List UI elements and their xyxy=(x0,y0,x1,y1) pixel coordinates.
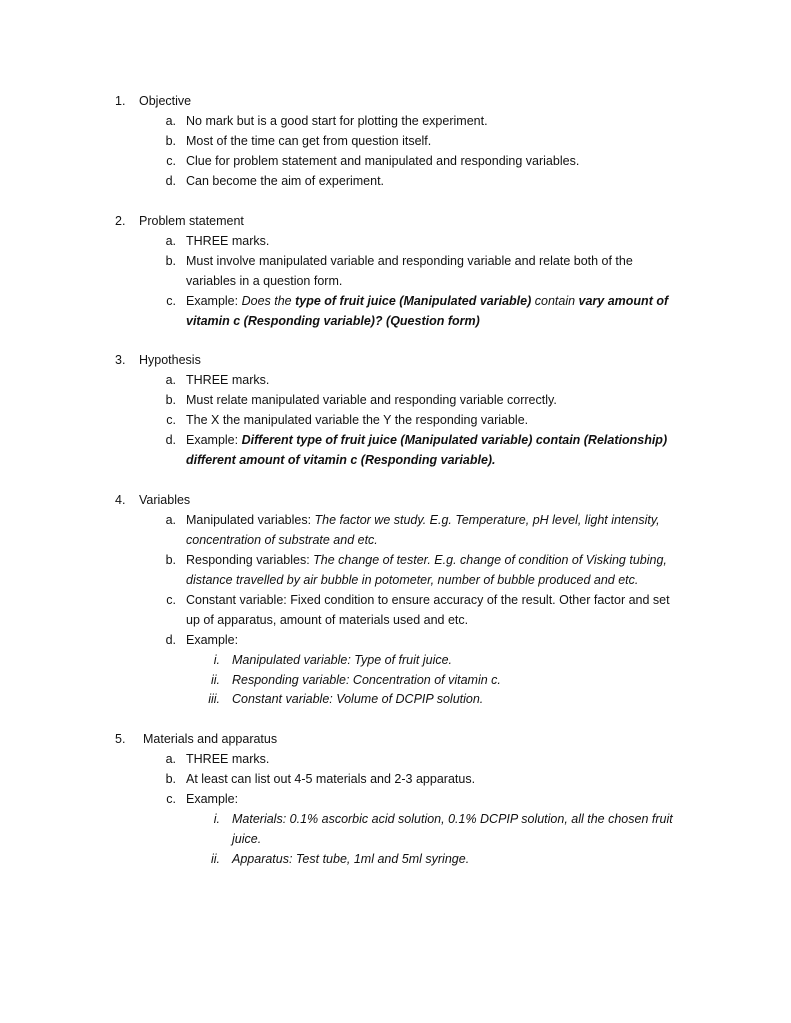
item-text xyxy=(186,550,667,570)
example-manipulated: type of fruit juice (Manipulated variable) xyxy=(295,294,532,308)
subitem-numeral: iii. xyxy=(208,692,220,706)
item-text: Must involve manipulated variable and responding variable and relate both of the xyxy=(186,254,633,268)
item-text: The X the manipulated variable the Y the responding variable. xyxy=(186,413,529,427)
item-letter: b. xyxy=(165,553,176,567)
item-letter: d. xyxy=(165,174,176,188)
item-text-continued: distance travelled by air bubble in potometer, number of bubble produced and etc. xyxy=(186,573,639,587)
item-letter: c. xyxy=(166,154,176,168)
item-description: The factor we study. E.g. Temperature, pH level, light intensity, xyxy=(314,513,660,527)
section-number: 4. xyxy=(115,493,126,507)
item-letter: b. xyxy=(165,393,176,407)
section-title: Objective xyxy=(139,94,192,108)
subitem-numeral: ii. xyxy=(210,852,220,866)
item-letter: a. xyxy=(165,513,176,527)
item-text xyxy=(186,291,668,311)
item-letter: a. xyxy=(165,373,176,387)
item-letter: b. xyxy=(165,772,176,786)
section-number: 3. xyxy=(115,353,126,367)
item-text: No mark but is a good start for plotting the experiment. xyxy=(186,114,488,128)
subitem-text: Materials: 0.1% ascorbic acid solution, 0.1% DCPIP solution, all the chosen fruit xyxy=(232,812,673,826)
item-letter: c. xyxy=(166,294,176,308)
subitem-text: Apparatus: Test tube, 1ml and 5ml syringe. xyxy=(232,852,470,866)
item-letter: a. xyxy=(165,752,176,766)
item-text: Must relate manipulated variable and responding variable correctly. xyxy=(186,393,557,407)
subitem-text: Constant variable: Volume of DCPIP solution. xyxy=(232,692,484,706)
example-text: Does the xyxy=(241,294,296,308)
item-prefix: Manipulated variables: xyxy=(186,513,315,527)
item-prefix: Responding variables: xyxy=(186,553,314,567)
subitem-text: Responding variable: Concentration of vitamin c. xyxy=(232,673,501,687)
item-text-continued xyxy=(186,311,480,331)
subitem-numeral: i. xyxy=(213,653,220,667)
item-text-continued: concentration of substrate and etc. xyxy=(186,533,378,547)
subitem-numeral: ii. xyxy=(210,673,220,687)
item-text-continued: variables in a question form. xyxy=(186,274,343,288)
item-text: Constant variable: Fixed condition to ensure accuracy of the result. Other factor and set xyxy=(186,593,670,607)
item-letter: a. xyxy=(165,234,176,248)
example-prefix: Example: xyxy=(186,433,242,447)
item-letter: c. xyxy=(166,792,176,806)
subitem-text: Manipulated variable: Type of fruit juice. xyxy=(232,653,453,667)
item-letter: a. xyxy=(165,114,176,128)
item-text: Example: xyxy=(186,792,239,806)
example-hypothesis-continued: different amount of vitamin c (Responding variable). xyxy=(186,453,496,467)
example-responding: vary amount of xyxy=(578,294,669,308)
item-text: Clue for problem statement and manipulated and responding variables. xyxy=(186,154,580,168)
section-number: 1. xyxy=(115,94,126,108)
subitem-text-continued: juice. xyxy=(232,832,262,846)
item-letter: c. xyxy=(166,593,176,607)
item-description: The change of tester. E.g. change of condition of Visking tubing, xyxy=(313,553,667,567)
item-text xyxy=(186,510,660,530)
item-letter: d. xyxy=(165,633,176,647)
section-title: Problem statement xyxy=(139,214,244,228)
subitem-numeral: i. xyxy=(213,812,220,826)
section-number: 2. xyxy=(115,214,126,228)
item-text: At least can list out 4-5 materials and 2-3 apparatus. xyxy=(186,772,476,786)
item-text: Can become the aim of experiment. xyxy=(186,174,385,188)
item-text xyxy=(186,430,667,450)
item-text: THREE marks. xyxy=(186,234,270,248)
section-title: Hypothesis xyxy=(139,353,201,367)
item-text: THREE marks. xyxy=(186,373,270,387)
example-prefix: Example: xyxy=(186,294,242,308)
item-text-continued xyxy=(186,450,496,470)
item-text: Example: xyxy=(186,633,239,647)
item-letter: d. xyxy=(165,433,176,447)
item-text: Most of the time can get from question itself. xyxy=(186,134,432,148)
section-title: Materials and apparatus xyxy=(143,732,278,746)
section-number: 5. xyxy=(115,732,126,746)
example-text: contain xyxy=(531,294,579,308)
example-responding-continued: vitamin c (Responding variable)? (Question form) xyxy=(186,314,480,328)
item-letter: b. xyxy=(165,134,176,148)
item-text: THREE marks. xyxy=(186,752,270,766)
example-hypothesis: Different type of fruit juice (Manipulated variable) contain (Relationship) xyxy=(241,433,668,447)
item-letter: b. xyxy=(165,254,176,268)
section-title: Variables xyxy=(139,493,191,507)
item-letter: c. xyxy=(166,413,176,427)
item-text-continued: up of apparatus, amount of materials used and etc. xyxy=(186,613,469,627)
